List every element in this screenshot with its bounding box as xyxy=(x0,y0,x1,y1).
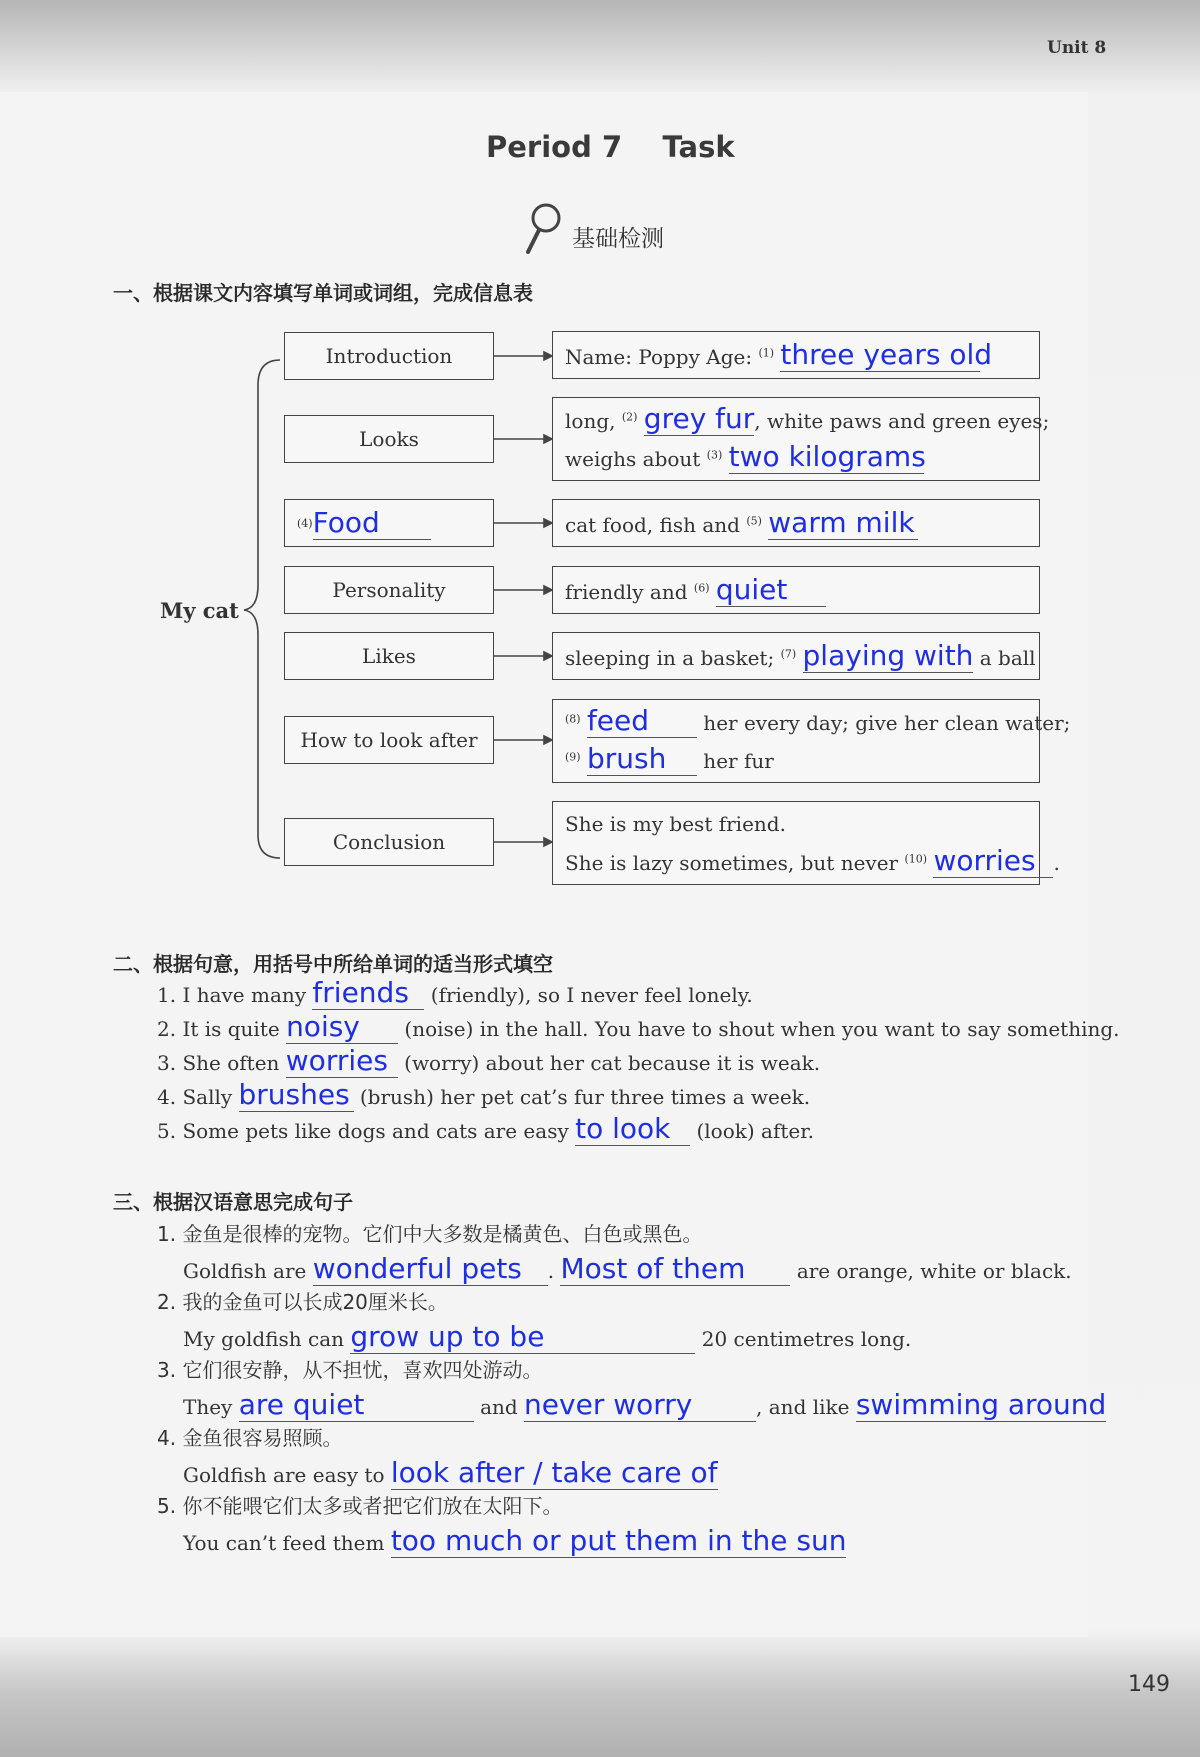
exercise3-item-1 xyxy=(183,1252,1072,1286)
answer-blank: are quiet xyxy=(239,1388,474,1422)
answer-blank: Most of them xyxy=(560,1252,790,1286)
sentence-text: are orange, white or black. xyxy=(790,1259,1072,1283)
info-looks xyxy=(552,397,1050,481)
answer-food: Food xyxy=(313,506,431,540)
exercise2-item-2 xyxy=(157,1010,1120,1044)
info-conclusion xyxy=(552,801,1060,885)
sentence-text: 20 centimetres long. xyxy=(695,1327,912,1351)
sentence-text: (noise) in the hall. You have to shout when you want to say something. xyxy=(398,1017,1120,1041)
sentence-text: You can’t feed them xyxy=(183,1531,391,1555)
exercise3-item-4-chinese: 4. 金鱼很容易照顾。 xyxy=(157,1426,343,1450)
sentence-text: They xyxy=(183,1395,239,1419)
sentence-text: (worry) about her cat because it is weak. xyxy=(397,1051,821,1075)
info-food xyxy=(552,499,1040,547)
exercise3-item-5 xyxy=(183,1524,846,1558)
answer-personality: quiet xyxy=(716,573,826,607)
exercise3-item-1-chinese: 1. 金鱼是很棒的宠物。它们中大多数是橘黄色、白色或黑色。 xyxy=(157,1222,703,1246)
label-conclusion: Conclusion xyxy=(284,818,494,866)
blank-number: (2) xyxy=(621,410,638,424)
info-text: weighs about xyxy=(565,447,707,471)
info-text: her fur xyxy=(696,749,774,773)
info-text: friendly and xyxy=(565,580,694,604)
label-introduction: Introduction xyxy=(284,332,494,380)
answer-conclusion: worries xyxy=(933,844,1053,878)
exercise3-item-2-chinese: 2. 我的金鱼可以长成20厘米长。 xyxy=(157,1290,448,1314)
answer-blank: too much or put them in the sun xyxy=(390,1524,847,1557)
blank-number: (9) xyxy=(565,750,581,764)
info-text: her every day; give her clean water; xyxy=(696,711,1071,735)
exercise3-item-3 xyxy=(183,1388,1106,1422)
answer-age: three years old xyxy=(780,338,993,371)
section2-heading: 二、根据句意，用括号中所给单词的适当形式填空 xyxy=(113,952,553,976)
sentence-text: Goldfish are xyxy=(183,1259,313,1283)
blank-number: (10) xyxy=(904,852,928,866)
center-label: My cat xyxy=(160,598,239,623)
info-text: She is lazy sometimes, but never xyxy=(565,851,905,875)
section3-heading: 三、根据汉语意思完成句子 xyxy=(113,1190,353,1214)
label-looks: Looks xyxy=(284,415,494,463)
blank-number: (5) xyxy=(746,514,762,528)
section-subtitle: 基础检测 xyxy=(572,226,664,252)
sentence-text: (brush) her pet cat’s fur three times a week. xyxy=(353,1085,811,1109)
answer-blank: wonderful pets xyxy=(313,1252,548,1286)
sentence-text: 4. Sally xyxy=(157,1085,239,1109)
answer-likes: playing with xyxy=(802,639,974,672)
label-how-to-look-after: How to look after xyxy=(284,716,494,764)
exercise3-item-2 xyxy=(183,1320,911,1354)
answer-blank: to look xyxy=(575,1112,690,1146)
exercise3-item-5-chinese: 5. 你不能喂它们太多或者把它们放在太阳下。 xyxy=(157,1494,563,1518)
sentence-text: and xyxy=(473,1395,525,1419)
section1-heading: 一、根据课文内容填写单词或词组，完成信息表 xyxy=(113,281,533,305)
page-title: Period 7 Task xyxy=(486,130,735,164)
info-text: Name: Poppy Age: xyxy=(565,345,759,369)
sentence-text: 1. I have many xyxy=(157,983,313,1007)
label-personality: Personality xyxy=(284,566,494,614)
sentence-text: My goldfish can xyxy=(183,1327,351,1351)
info-text: long, xyxy=(565,409,622,433)
exercise2-item-3 xyxy=(157,1044,820,1078)
info-text: cat food, fish and xyxy=(565,513,747,537)
info-text: . xyxy=(1053,851,1060,875)
exercise3-item-3-chinese: 3. 它们很安静，从不担忧，喜欢四处游动。 xyxy=(157,1358,543,1382)
info-text: sleeping in a basket; xyxy=(565,646,781,670)
sentence-text: . xyxy=(547,1259,561,1283)
answer-care-2: brush xyxy=(587,742,697,776)
info-how-to-look-after xyxy=(552,699,1071,783)
answer-blank: brushes xyxy=(239,1078,354,1112)
answer-blank: look after / take care of xyxy=(390,1456,718,1489)
answer-blank: worries xyxy=(286,1044,398,1078)
exercise3-item-4 xyxy=(183,1456,718,1490)
info-text: a ball xyxy=(973,646,1036,670)
sentence-text: 3. She often xyxy=(157,1051,286,1075)
exercise2-item-4 xyxy=(157,1078,810,1112)
sentence-text: 5. Some pets like dogs and cats are easy xyxy=(157,1119,576,1143)
answer-blank: noisy xyxy=(286,1010,398,1044)
sentence-text: Goldfish are easy to xyxy=(183,1463,391,1487)
answer-weight: two kilograms xyxy=(728,440,926,473)
sentence-text: 2. It is quite xyxy=(157,1017,287,1041)
blank-number: (8) xyxy=(565,712,581,726)
exercise2-item-1 xyxy=(157,976,753,1010)
info-introduction xyxy=(552,331,1040,379)
page-number: 149 xyxy=(1128,1672,1170,1697)
info-likes xyxy=(552,632,1040,680)
sentence-text: (friendly), so I never feel lonely. xyxy=(424,983,753,1007)
answer-care-1: feed xyxy=(587,704,697,738)
label-likes: Likes xyxy=(284,632,494,680)
exercise2-item-5 xyxy=(157,1112,814,1146)
info-text: , white paws and green eyes; xyxy=(754,409,1050,433)
answer-blank: grow up to be xyxy=(350,1320,695,1354)
unit-label: Unit 8 xyxy=(1047,38,1107,58)
answer-blank: never worry xyxy=(524,1388,756,1422)
blank-number: (1) xyxy=(758,346,775,360)
answer-blank: swimming around xyxy=(855,1388,1107,1421)
answer-food-item: warm milk xyxy=(768,506,918,540)
sentence-text: , and like xyxy=(756,1395,856,1419)
blank-number: (3) xyxy=(706,448,723,462)
blank-number: (7) xyxy=(780,647,797,661)
info-text: She is my best friend. xyxy=(565,812,786,836)
info-personality xyxy=(552,566,1040,614)
sentence-text: (look) after. xyxy=(690,1119,814,1143)
blank-number: (4) xyxy=(297,516,313,530)
answer-looks: grey fur xyxy=(643,402,755,435)
answer-blank: friends xyxy=(312,976,424,1010)
blank-number: (6) xyxy=(693,581,710,595)
label-food xyxy=(284,499,494,547)
